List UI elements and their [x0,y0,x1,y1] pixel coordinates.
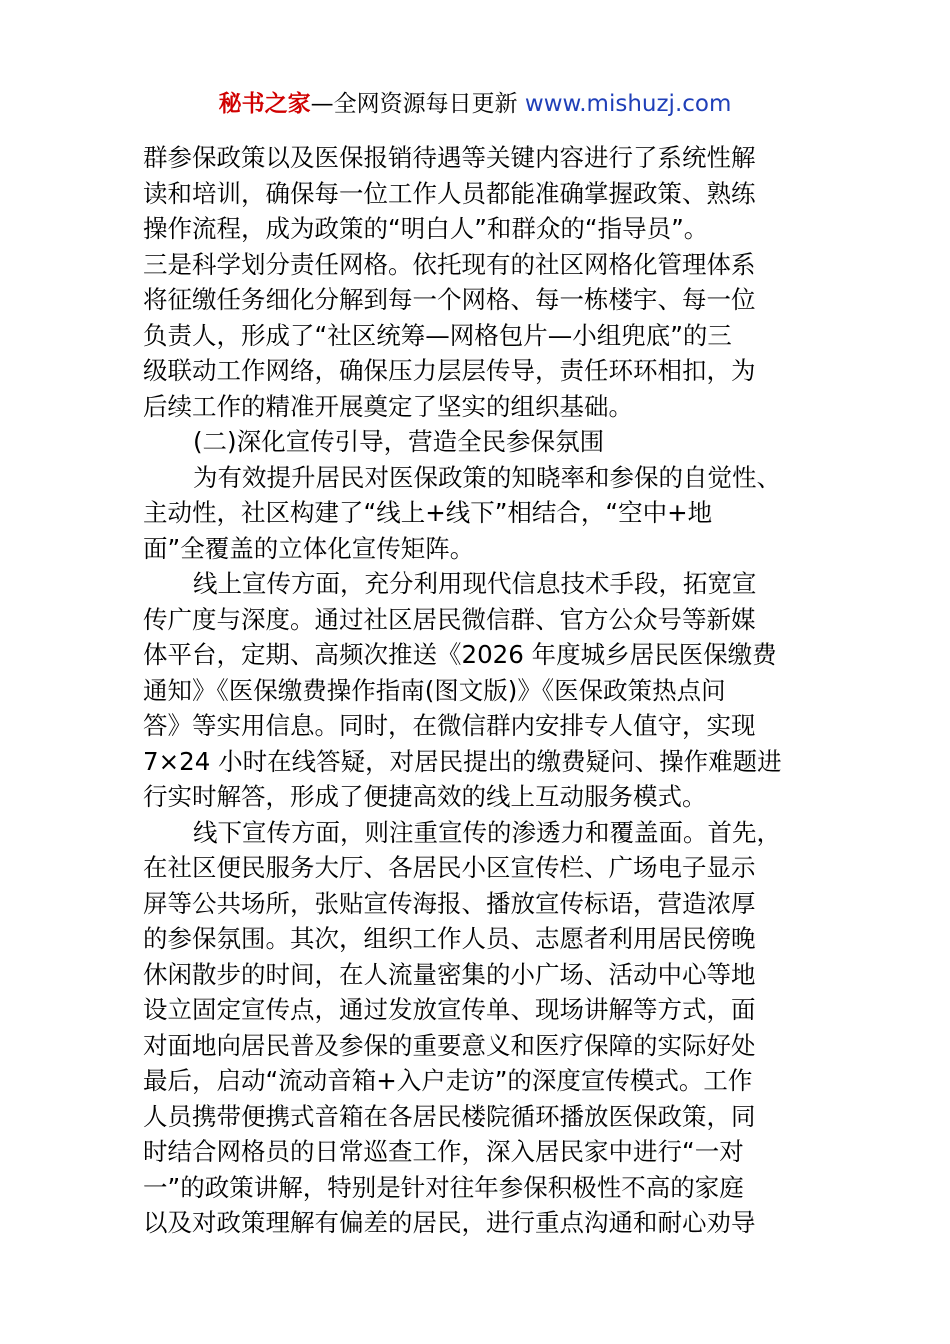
document-body [143,140,815,1241]
text-line: 休闲散步的时间，在人流量密集的小广场、活动中心等地 [143,959,756,989]
text-line: 负责人，形成了“社区统筹—网格包片—小组兜底”的三 [143,320,732,350]
text-line: 答》等实用信息。同时，在微信群内安排专人值守，实现 [143,711,756,740]
text-line: 将征缴任务细化分解到每一个网格、每一栋楼宇、每一位 [143,285,756,314]
text-line: 对面地向居民普及参保的重要意义和医疗保障的实际好处 [143,1030,756,1060]
text-line: 通知》《医保缴费操作指南(图文版)》《医保政策热点问 [143,675,726,705]
text-line: 屏等公共场所，张贴宣传海报、播放宣传标语，营造浓厚 [143,888,756,918]
text-line: 一”的政策讲解，特别是针对往年参保积极性不高的家庭 [143,1172,744,1202]
paragraph-start: 线上宣传方面，充分利用现代信息技术手段，拓宽宣 [193,569,757,598]
text-line: 7×24 小时在线答疑，对居民提出的缴费疑问、操作难题进 [143,746,782,776]
text-line: 操作流程，成为政策的“明白人”和群众的“指导员”。 [143,214,709,243]
paragraph-start: 线下宣传方面，则注重宣传的渗透力和覆盖面。首先， [193,817,781,847]
text-line: 面”全覆盖的立体化宣传矩阵。 [143,533,475,563]
text-line: 的参保氛围。其次，组织工作人员、志愿者利用居民傍晚 [143,924,756,953]
text-line: 行实时解答，形成了便捷高效的线上互动服务模式。 [143,782,707,811]
text-line: 时结合网格员的日常巡查工作，深入居民家中进行“一对 [143,1137,744,1166]
text-line: 最后，启动“流动音箱+入户走访”的深度宣传模式。工作 [143,1066,753,1095]
brand-name: 秘书之家 [218,91,311,117]
text-line: 设立固定宣传点，通过发放宣传单、现场讲解等方式，面 [143,995,756,1024]
section-heading: (二)深化宣传引导，营造全民参保氛围 [193,427,605,456]
text-line: 传广度与深度。通过社区居民微信群、官方公众号等新媒 [143,604,756,634]
text-line: 读和培训，确保每一位工作人员都能准确掌握政策、熟练 [143,178,756,208]
text-line: 主动性，社区构建了“线上+线下”相结合，“空中+地 [143,498,713,527]
site-url-link[interactable]: www.mishuzj.com [524,91,732,117]
text-line: 群参保政策以及医保报销待遇等关键内容进行了系统性解 [143,143,756,172]
text-line: 在社区便民服务大厅、各居民小区宣传栏、广场电子显示 [143,853,756,882]
text-line: 体平台，定期、高频次推送《2026 年度城乡居民医保缴费 [143,640,777,669]
text-line: 级联动工作网络，确保压力层层传导，责任环环相扣，为 [143,356,756,385]
header-tagline: —全网资源每日更新 [310,91,525,117]
text-line: 以及对政策理解有偏差的居民，进行重点沟通和耐心劝导 [143,1208,756,1237]
document-header [0,88,950,120]
text-line: 后续工作的精准开展奠定了坚实的组织基础。 [143,391,633,421]
paragraph-start: 为有效提升居民对医保政策的知晓率和参保的自觉性、 [193,462,781,492]
text-line: 三是科学划分责任网格。依托现有的社区网格化管理体系 [143,249,756,279]
text-line: 人员携带便携式音箱在各居民楼院循环播放医保政策，同 [143,1101,756,1131]
